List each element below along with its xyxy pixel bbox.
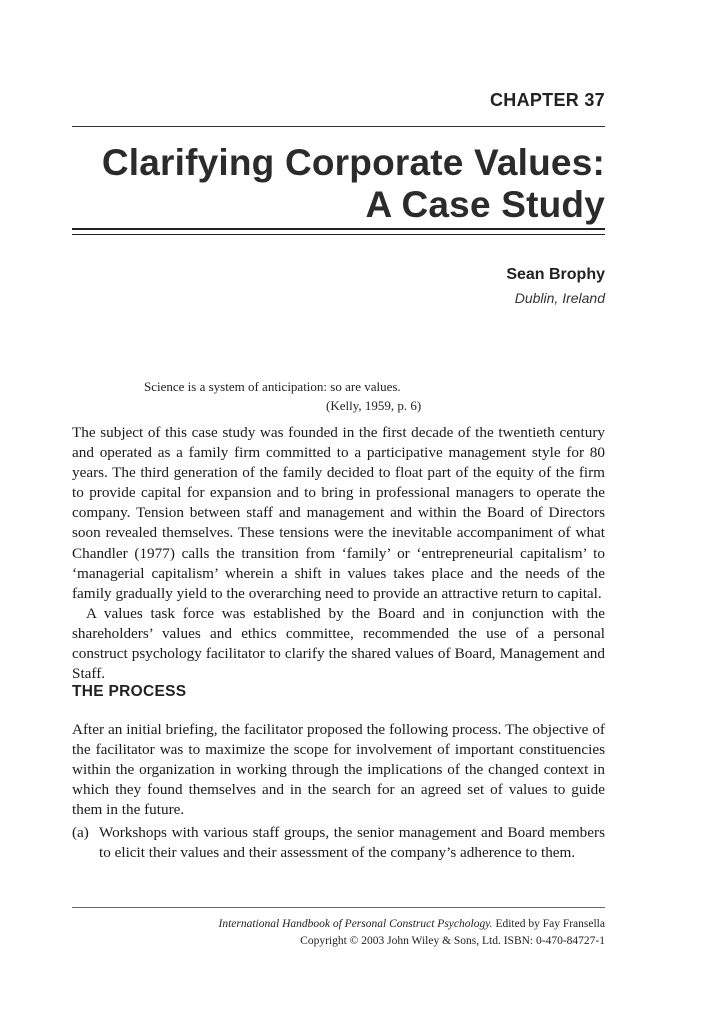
- epigraph-citation: (Kelly, 1959, p. 6): [326, 398, 422, 413]
- footer-rule: [72, 907, 605, 908]
- footer-editor: Edited by Fay Fransella: [495, 918, 605, 930]
- author-name: Sean Brophy: [506, 266, 605, 283]
- title-double-rule: [72, 228, 605, 235]
- footer-copyright: Copyright © 2003 John Wiley & Sons, Ltd. ISBN: 0-470-84727-1: [300, 935, 605, 947]
- author-affiliation: Dublin, Ireland: [514, 290, 605, 306]
- body-paragraph-1: The subject of this case study was founded in the first decade of the twentieth century and operated as a family firm committed to a participative management style for 80 years. The third generation of the family decided to float part of the equity of the firm to provide capital for expansion and to bring in professional managers to operate the company. Tension between staff and management and within the Board of Directors soon revealed themselves. These tensions were the inevitable accompaniment of what Chandler (1977) calls the transition from ‘family’ or ‘entrepreneurial capitalism’ to ‘managerial capitalism’ wherein a shift in values takes place and the needs of the family gradually yield to the overarching need to provide an attractive return to capital.: [72, 424, 605, 602]
- list-item-text: Workshops with various staff groups, the senior management and Board members to elicit their values and their assessment of the company’s adherence to them.: [99, 824, 605, 862]
- chapter-title-line-2: A Case Study: [365, 184, 605, 225]
- chapter-title-line-1: Clarifying Corporate Values:: [101, 142, 605, 183]
- chapter-label: CHAPTER 37: [489, 90, 605, 110]
- body-paragraph-2: A values task force was established by the Board and in conjunction with the shareholders’ values and ethics committee, recommended the use of a personal construct psychology facilitator to clarify the shared values of Board, Management and Staff.: [72, 605, 605, 683]
- epigraph-quote: Science is a system of anticipation: so are values.: [144, 379, 401, 394]
- header-rule: [72, 126, 605, 127]
- footer-book-title: International Handbook of Personal Construct Psychology.: [218, 918, 493, 930]
- section-heading: THE PROCESS: [72, 683, 187, 700]
- section-paragraph: After an initial briefing, the facilitator proposed the following process. The objective of the facilitator was to maximize the scope for involvement of important constituencies within the organization in working through the implications of the changed context in which they found themselves and in the search for an agreed set of values to guide them in the future.: [72, 721, 605, 819]
- footer-citation: [219, 918, 606, 930]
- list-item-marker: (a): [72, 824, 89, 841]
